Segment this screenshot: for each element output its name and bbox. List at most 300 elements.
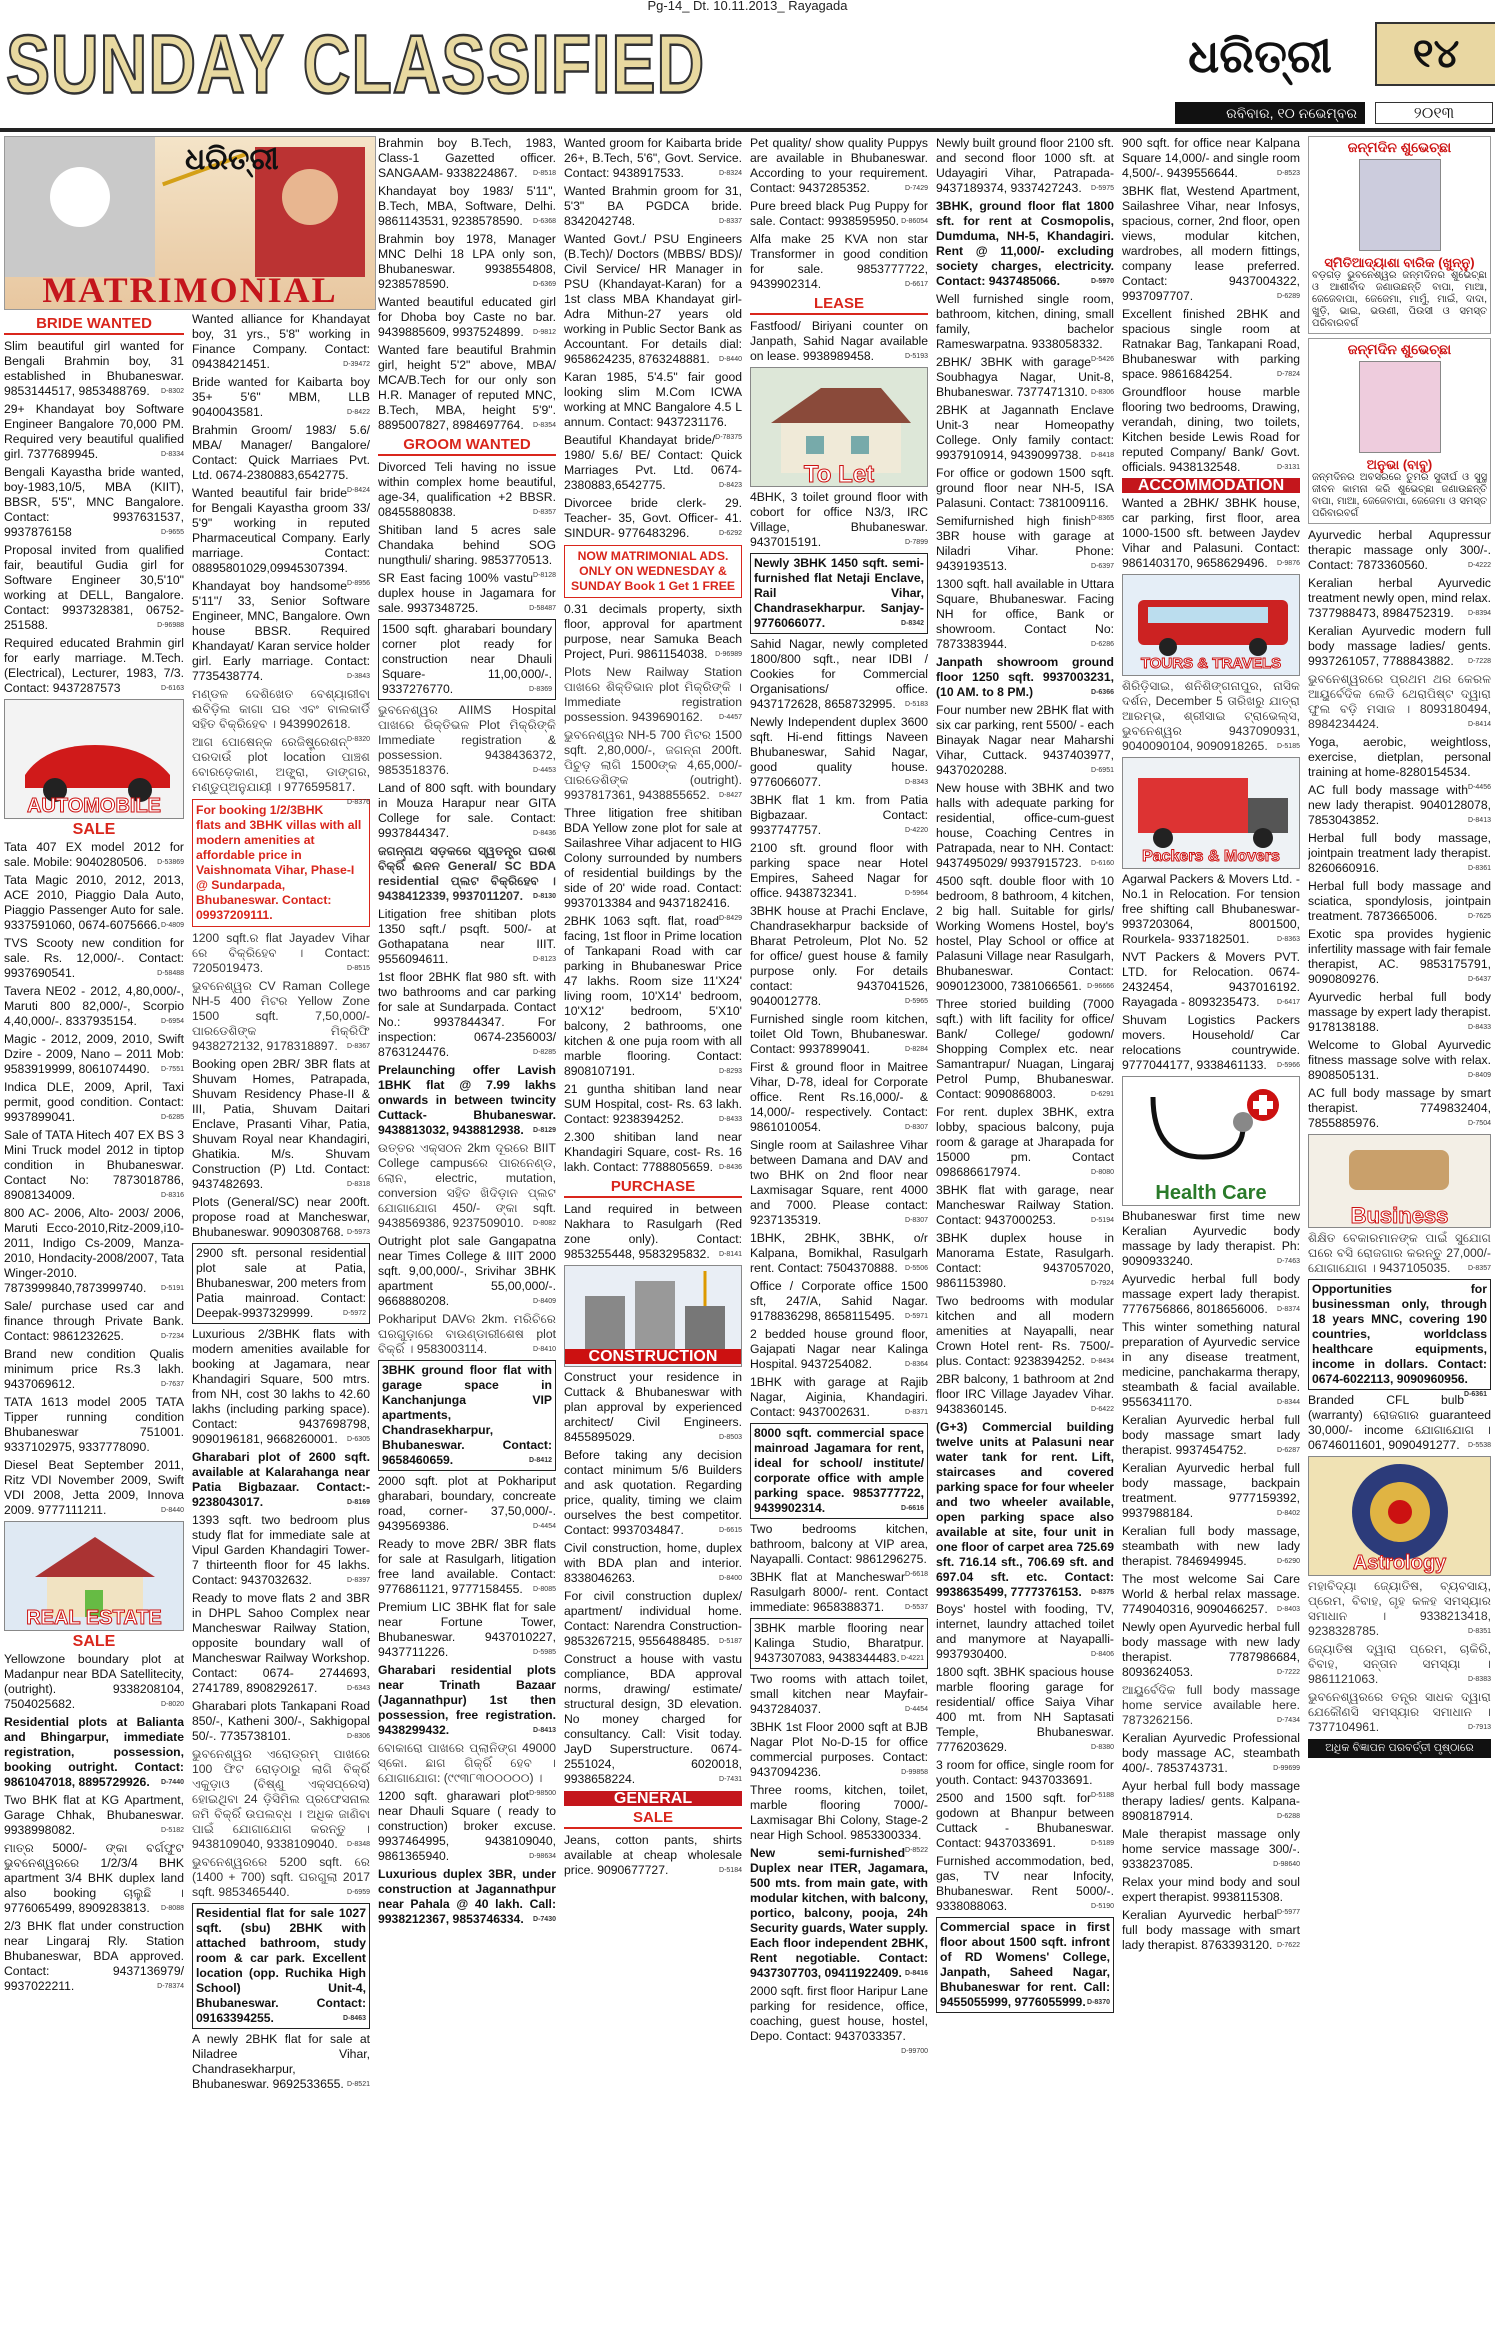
classified-ad: [4, 543, 184, 633]
classified-ad: [192, 979, 370, 1054]
classified-ad: [378, 1312, 556, 1357]
classified-ad: [564, 1448, 742, 1538]
classified-ad: [750, 319, 928, 364]
ad-code: D-4809: [161, 922, 184, 929]
ad-text: 1BHK, 2BHK, 3BHK, o/r Kalpana, Bomikhal, Rasulgarh rent. Contact: 7504370888.: [750, 1231, 928, 1275]
ad-text: 2BHK 1063 sqft. flat, road facing, 1st floor in Prime location of Tankapani Road with car parking in Bhubaneswar Price 47 lakhs. Room size 11'X24' living room, 10'X14' bedroom, 10'X12' bedroom, 5'X10' balcony, 2 bathrooms, one kitchen & one puja room with all marble flooring. Contact: 8908107191.: [564, 914, 742, 1078]
classified-ad: [750, 1720, 928, 1780]
ad-code: D-9876: [1277, 560, 1300, 567]
classified-ad: [564, 136, 742, 181]
ad-text: ମାତ୍ର 5000/- ଙ୍କା ବର୍ଗଫୁଟ ଭୁବନେଶ୍ୱରରେ 1/2/3/4 BHK apartment 3/4 BHK duplex land also booking ଚାଲୁଛି । 9776065499, 8909283813.: [4, 1841, 184, 1915]
ad-code: D-8306: [1091, 389, 1114, 396]
ad-list: [936, 136, 1114, 1417]
classified-ad: [192, 1327, 370, 1447]
birthday-photo: [1359, 159, 1441, 251]
ad-code: D-4454: [905, 1706, 928, 1713]
ad-code: D-8351: [1468, 1628, 1491, 1635]
ad-code: D-8394: [1468, 610, 1491, 617]
column-6: [936, 136, 1114, 2330]
astrology-image: [1308, 1456, 1491, 1576]
classified-ad: [4, 1458, 184, 1518]
ad-text: Shitiban land 5 acres sale Chandaka behind SOG nungthuli/ sharing. 9853770513.: [378, 523, 556, 567]
classified-ad: [4, 1841, 184, 1916]
box-text: 8000 sqft. commercial space mainroad Jagamara for rent, ideal for school/ institute/ corporate office with ample parking space. 9853777722, 9439902314.: [754, 1426, 924, 1515]
ad-text: Janpath showroom ground floor 1250 sqft. 9937003231, (10 AM. to 8 PM.): [936, 655, 1114, 699]
classified-ad: [4, 1715, 184, 1790]
ad-text: 3BHK house at Prachi Enclave, Chandrasekharpur backside of Bharat Petroleum, Plot No. 52 for office/ guest house & family purpose only. For details contact: 9437041526, 9040012778.: [750, 904, 928, 1008]
ad-text: ଭୁବନେଶ୍ୱର ଏରୋଡ୍ରମ୍ ପାଖରେ 100 ଫିଟ ରୋଡ଼ଠାରୁ ଲାଗି ବିକ୍ରିଁ ଏକୁଡ଼ାଓ (ବିଷ୍ଣୁ ଏକ୍ସପ୍ରେସ) ହୋଇଥିବା 24 ଡ଼ିସିମିଲ ପ୍ରଫେସନାଲ ଜମି ବିକ୍ରିଁ ଉପଲବ୍ଧ । ଅଧିକ ଜାଣିବା ପାଇଁ ଯୋଗାଯୋଗ କରନ୍ତୁ । 9438109040, 9338109040.: [192, 1747, 370, 1851]
ad-code: D-6287: [1277, 1447, 1300, 1454]
ad-code: D-7228: [1468, 658, 1491, 665]
section-title: SUNDAY CLASSIFIED: [6, 17, 706, 110]
classified-ad: [192, 375, 370, 420]
classified-ad: [750, 1522, 928, 1578]
ad-list: [750, 1522, 928, 1615]
ad-code: D-8357: [533, 509, 556, 516]
jagamara-commercial-box: [750, 1423, 928, 1519]
ad-code: D-8354: [533, 422, 556, 429]
ad-text: Luxurious 2/3BHK flats with modern amenities available for booking at Jagamara, near Khandagiri Square, 500 mtrs. from NH, cost 30 lakhs to 42.60 lakhs (including parking space). Contact: 9437698798, 9090196181, 9668260001.: [192, 1327, 370, 1446]
column-2: [192, 312, 370, 2330]
ad-text: Tata 407 EX model 2012 for sale. Mobile: 9040280506.: [4, 840, 184, 869]
ad-code: D-8348: [347, 1841, 370, 1848]
classified-ad: [1122, 307, 1300, 382]
ad-text: ମଣ୍ଡଳ ଦେଶିଖେତ ବେଶ୍ୟାରୀବା ଈବିଡ଼ିଲ କାଗା ଘର ଏବଂ ବାଲକାର୍ଡି ସହିତ ବିକ୍ରିହେବ । 9439902618.: [192, 687, 370, 731]
business-image: [1308, 1134, 1491, 1228]
ad-text: Tavera NE02 - 2012, 4,80,000/-, Maruti 800 82,000/-, Scorpio 4,40,000/-. 8337935154.: [4, 984, 184, 1028]
ad-code: D-8129: [533, 1127, 556, 1134]
ad-code: D-5426: [1091, 356, 1114, 363]
classified-ad: [1308, 576, 1491, 621]
ad-text: The most welcome Sai Care World & herbal relax massage. 7749040316, 9090466257.: [1122, 1572, 1300, 1616]
classified-ad: [1308, 1579, 1491, 1639]
ad-text: Gharabari residential plots near Trinath Bazaar (Jagannathpur) 1st then possession, free registration. 9438299432.: [378, 1663, 556, 1737]
ad-code: D-6954: [161, 1018, 184, 1025]
ad-code: D-6417: [1277, 999, 1300, 1006]
classified-ad: [1122, 1908, 1300, 1953]
classified-ad: [936, 292, 1114, 363]
ad-code: D-5188: [1091, 1792, 1114, 1799]
ad-code: D-8307: [905, 1124, 928, 1131]
ad-text: Male therapist massage only home service massage 300/-. 9338237085.: [1122, 1827, 1300, 1871]
ad-text: Boys' hostel with fooding, TV, internet, laundry attached toilet and manymore at Nayapalli- 9937930400.: [936, 1602, 1114, 1661]
classified-ad: [750, 841, 928, 901]
ad-text: Ayurvedic herbal Aqupressur therapic massage only 300/-. Contact: 7873360560.: [1308, 528, 1491, 572]
classified-ad: [750, 1138, 928, 1228]
classified-ad: [378, 844, 556, 904]
ad-code: D-4453: [533, 767, 556, 774]
classified-ad: [750, 715, 928, 790]
ad-list: [1308, 528, 1491, 1131]
box-text: 3BHK marble flooring near Kalinga Studio, Bharatpur. 9437307083, 9438344483.: [754, 1621, 924, 1665]
ad-text: Alfa make 25 KVA non star Transformer in good condition for sale. 9853777722, 9439902314.: [750, 232, 928, 291]
ad-code: D-4221: [901, 1655, 924, 1662]
ad-code: D-5970: [1091, 278, 1114, 285]
ad-code: D-8424: [347, 487, 370, 494]
ad-code: D-4454: [533, 1523, 556, 1530]
classified-ad: [1308, 1038, 1491, 1083]
classified-ad: [750, 793, 928, 838]
ad-text: Herbal full body massage, jointpain treatment lady therapist. 8260660916.: [1308, 831, 1491, 875]
ad-code: D-7440: [161, 1779, 184, 1786]
ad-list: [564, 136, 742, 541]
ad-code: D-8523: [1277, 170, 1300, 177]
ad-text: Keralian herbal Ayurvedic treatment newly open, mind relax. 7377988473, 8984752319.: [1308, 576, 1491, 620]
classified-ad: [4, 339, 184, 399]
classified-ad: [378, 184, 556, 229]
classified-ad: [378, 703, 556, 778]
classified-ad: [378, 1234, 556, 1309]
ad-text: Before taking any decision contact minimum 5/6 Builders and ask quotation. Regarding price, quality, timing we claim ourselves the best competitor. Contact: 9937034847.: [564, 1448, 742, 1537]
ad-code: D-8367: [347, 1043, 370, 1050]
classified-ad: [564, 1833, 742, 1878]
ad-text: Yoga, aerobic, weightloss, exercise, dietplan, personal training at home-8280154534.: [1308, 735, 1491, 779]
ad-code: D-8361: [1468, 865, 1491, 872]
ad-code: D-8436: [719, 1164, 742, 1171]
ad-code: D-8413: [533, 1727, 556, 1734]
classified-ad: [936, 1791, 1114, 1851]
classified-ad: [750, 1375, 928, 1420]
ad-text: Khandayat boy handsome 5'11''/ 33, Senior Software Engineer, MNC, Bangalore. Own house BBSR. Required Khandayat/ Karan service holder girl. Early marriage. Contact: 7735438774.: [192, 579, 370, 683]
to-let-label: To Let: [803, 461, 875, 487]
classified-ad: [378, 295, 556, 340]
general-sale-heading: SALE: [564, 1809, 742, 1829]
column-1: [4, 312, 184, 2330]
classified-ad: [378, 523, 556, 579]
ad-text: Excellent finished 2BHK and spacious single room at Ratnakar Bag, Tankapani Road, Bhubaneswar with parking space. 9861684254.: [1122, 307, 1300, 381]
classified-ad: [936, 874, 1114, 994]
classified-ad: [4, 873, 184, 933]
classified-ad: [564, 665, 742, 725]
ad-text: Two rooms with attach toilet, small kitchen near Mayfair- 9437284037.: [750, 1672, 928, 1716]
ad-text: Keralian Ayurvedic modern full body massage ladies/ gents. 9937261057, 7788843882.: [1308, 624, 1491, 668]
classified-ad: [564, 1541, 742, 1586]
ad-text: (G+3) Commercial building twelve units at Palasuni near water tank for rent. Lift, staircases and covered parking space for four wheeler and two wheeler available, open parking space also available at site, four unit in one floor of carpet area 725.69 sft. 716.14 sft., 706.69 sft. and 697.04 sft. etc. Contact: 9938635499, 7777376153.: [936, 1420, 1114, 1599]
ad-text: Wanted beautiful educated girl for Dhoba boy Caste no bar. 9439885609, 9937524899.: [378, 295, 556, 339]
classified-ad: [936, 1231, 1114, 1291]
ad-text: Ayurvedic herbal full body massage by expert lady therapist. 9178138188.: [1308, 990, 1491, 1034]
ad-code: D-7434: [1277, 1717, 1300, 1724]
ad-text: 29+ Khandayat boy Software Engineer Bangalore 70,000 PM. Required very beautiful qualified girl. 7377689945.: [4, 402, 184, 461]
ad-code: D-8956: [347, 580, 370, 587]
ad-code: D-58487: [529, 605, 556, 612]
ad-text: Keralian Ayurvedic herbal full body massage smart lady therapist. 9937454752.: [1122, 1413, 1300, 1457]
purchase-heading: PURCHASE: [564, 1178, 742, 1198]
ad-code: D-7622: [1277, 1942, 1300, 1949]
ad-text: ବୋକାରୋ ପାଖରେ ପ୍ଲାନିଙ୍ଗ 49000 ସ୍କୋ. ଛାଗ ଗିକ୍ରିଁ ହେବ । ଯୋଗାଯୋଗ: (୯୯୩୮୩୦୦୦୦୦) ।: [378, 1741, 556, 1785]
classified-ad: [378, 571, 556, 616]
ad-text: Luxurious duplex 3BR, under construction at Jagannathpur near Pahala @ 40 lakh. Call: 9938212367, 9853746334.: [378, 1867, 556, 1926]
ad-text: 2000 sqft. first floor Haripur Lane parking for residence, office, coaching, guest house, hostel, Depo. Contact: 9437033357.: [750, 1984, 928, 2043]
ad-text: Required educated Brahmin girl for early marriage. M.Tech. (Electrical), Lecturer, 1983, 7/3. Contact: 9437287573: [4, 636, 184, 695]
ad-text: Prelaunching offer Lavish 1BHK flat @ 7.99 lakhs onwards in between twincity Cuttack- Bhubaneswar. 9438813032, 9438812938.: [378, 1063, 556, 1137]
ad-text: AC full body massage with new lady therapist. 9040128078, 7853043852.: [1308, 783, 1491, 827]
ad-code: D-8410: [533, 1346, 556, 1353]
ad-code: D-8306: [347, 1733, 370, 1740]
ad-code: D-8302: [161, 388, 184, 395]
classified-ad: [378, 1474, 556, 1534]
lease-heading: LEASE: [750, 295, 928, 315]
ad-text: For civil construction duplex/ apartment/ individual home. Contact: Narendra Construction- 9853267215, 9556488485.: [564, 1589, 742, 1648]
classified-ad: [1122, 1875, 1300, 1916]
dhauli-plot-box: [378, 619, 556, 700]
ad-text: 3BHK 1st Floor 2000 sqft at BJB Nagar Plot No-D-15 for office commercial purposes. Contact: 9437094236.: [750, 1720, 928, 1779]
ad-text: Office / Corporate office 1500 sft, 247/A, Sahid Nagar. 9178836298, 8658115495.: [750, 1279, 928, 1323]
ad-list: [192, 1327, 370, 1900]
ad-code: D-4456: [1468, 784, 1491, 791]
ad-text: Agarwal Packers & Movers Ltd. - No.1 in Relocation. For tension free shifting call Bhubaneswar- 9937203064, 8001500, Rourkela- 9337182501.: [1122, 872, 1300, 946]
classified-ad: [1308, 879, 1491, 924]
ad-code: D-8409: [1468, 1072, 1491, 1079]
ad-text: Wanted alliance for Khandayat boy, 31 yrs., 5'8" working in Finance Company. Contact: 09438421451.: [192, 312, 370, 371]
ad-code: D-8412: [529, 1457, 552, 1464]
ad-list: [192, 312, 370, 806]
ad-code: D-53869: [157, 859, 184, 866]
ad-code: D-8422: [347, 409, 370, 416]
ad-text: Wanted groom for Kaibarta bride 26+, B.Tech, 5'6", Govt. Service. Contact: 9438917533.: [564, 136, 742, 180]
classified-ad: [936, 1105, 1114, 1180]
ad-text: Pure breed black Pug Puppy for sale. Contact: 9938595950.: [750, 199, 928, 228]
ad-code: D-8324: [719, 170, 742, 177]
classified-ad: [1308, 927, 1491, 987]
ad-text: Fastfood/ Biriyani counter on Janpath, Sahid Nagar available on lease. 9938989458.: [750, 319, 928, 363]
ad-text: 2BHK/ 3BHK with garage Soubhagya Nagar, Unit-8, Bhubaneswar. 7377471310.: [936, 355, 1114, 399]
ad-text: TATA 1613 model 2005 TATA Tipper running condition Bhubaneswar 751001. 9337102975, 9337778090.: [4, 1395, 184, 1454]
classified-ad: [1122, 1413, 1300, 1458]
classified-ad: [750, 1570, 928, 1615]
classified-ad: [192, 423, 370, 494]
opportunities-box: [1308, 1279, 1491, 1398]
classified-ad: [750, 1984, 928, 2055]
ad-text: Newly built ground floor 2100 sft. and second floor 1000 sft. at Udayagiri Vihar, Patrapada- 9437189374, 9337427243.: [936, 136, 1114, 195]
ad-code: D-5191: [161, 1285, 184, 1292]
ad-text: SR East facing 100% vastu duplex house in Jagamara for sale. 9937348725.: [378, 571, 556, 615]
ad-text: ଭୁବନେଶ୍ୱରରେ ପ୍ରଥମ ଥର କେରଳ ଆୟୁର୍ବେଦିକ ଲେଡି ଥେରାପିଷ୍ଟ ଦ୍ୱାରା ଫୁଲ ବଡ଼ି ମସାଜ । 8093180494, 8984234424.: [1308, 672, 1491, 731]
ad-list: [4, 1652, 184, 1994]
classified-ad: [1122, 1731, 1300, 1776]
ad-code: D-8364: [905, 1361, 928, 1368]
ad-text: Tata Magic 2010, 2012, 2013, ACE 2010, Piaggio Dala Auto, Piaggio Passenger Auto for sale. 9337591060, 0674-6075666.: [4, 873, 184, 932]
classified-ad: [936, 1758, 1114, 1799]
classified-ad: [378, 1867, 556, 1927]
ad-text: ଆୟୁର୍ବେଦିକ full body massage home service available here. 7873262156.: [1122, 1683, 1300, 1727]
classified-ad: [4, 1032, 184, 1077]
ad-code: D-8080: [1091, 1169, 1114, 1176]
classified-ad: [1308, 735, 1491, 791]
box-text: 2900 sft. personal residential plot sale at Patia, Bhubaneswar, 200 meters from Patia mainroad. Contact: Deepak-9937329999.: [196, 1246, 366, 1320]
classified-ad: [1308, 783, 1491, 828]
classified-ad: [564, 1589, 742, 1649]
classified-ad: [1122, 1779, 1300, 1824]
ad-code: D-8363: [1277, 936, 1300, 943]
ad-text: For office or godown 1500 sqft. ground floor near NH-5, ISA Palasuni. Contact: 7381009116.: [936, 466, 1114, 510]
classified-ad: [1122, 385, 1300, 475]
real-estate-sale-heading: SALE: [72, 1633, 116, 1650]
ad-text: Residential plots at Balianta and Bhingarpur, immediate registration, possession, booking outright. Contact: 9861047018, 8895729926.: [4, 1715, 184, 1789]
ad-text: Four number new 2BHK flat with six car parking, rent 5500/ - each Binayak Nagar near Maharshi Vihar, Cuttack. 9437403977, 9437020288.: [936, 703, 1114, 777]
ad-code: D-5975: [1091, 185, 1114, 192]
classified-ad: [4, 402, 184, 462]
ad-code: D-7625: [1468, 913, 1491, 920]
classified-ad: [1122, 1320, 1300, 1410]
classified-ad: [936, 1602, 1114, 1662]
classified-ad: [1122, 1524, 1300, 1569]
ad-text: Outright plot sale Gangapatna near Times College & IIIT 2000 sqft. 9,00,000/-, Srivihar 3BHK apartment 55,00,000/-. 9668880208.: [378, 1234, 556, 1308]
automobile-label: AUTOMOBILE: [26, 795, 162, 817]
classified-ad: [1308, 1393, 1491, 1453]
ad-code: D-7924: [1091, 1280, 1114, 1287]
ad-code: D-5971: [905, 1313, 928, 1320]
classified-ad: [1122, 950, 1300, 1010]
ad-code: D-8518: [533, 170, 556, 177]
ad-text: Brahmin boy 1978, Manager MNC Delhi 18 LPA only son, Bhubaneswar. 9938554808, 9238578590.: [378, 232, 556, 291]
ad-code: D-6617: [905, 281, 928, 288]
ad-text: 900 sqft. for office near Kalpana Square 14,000/- and single room 4,500/-. 9439556644.: [1122, 136, 1300, 180]
ad-list: [378, 136, 556, 433]
ad-code: D-8522: [905, 1847, 928, 1854]
ad-code: D-5966: [1277, 1062, 1300, 1069]
ad-text: ଜଗନ୍ନାଥ ସଡ଼କରେ ସ୍ୱତନ୍ତ୍ର ଘରଶ ବିକ୍ରିଁ ଈନନ General/ SC BDA residential ପ୍ଲଟ ବିକ୍ରିହେବ । 9438412339, 9937011207.: [378, 844, 556, 903]
ad-text: Pet quality/ show quality Puppys are available in Bhubaneswar. According to your requirement. Contact: 9437285352.: [750, 136, 928, 195]
ad-list: [750, 637, 928, 1420]
ad-text: 0.31 decimals property, sixth floor, approval for apartment purpose, near Samuka Beach Project, Puri. 9861154038.: [564, 602, 742, 661]
ad-code: D-6616: [901, 1505, 924, 1512]
ad-text: ଭୁବନେଶ୍ୱର CV Raman College NH-5 400 ମିଟର Yellow Zone 1500 sqft. 7,50,000/- ପାରଡେଶିଙ୍କ ମିକ୍ରିଫି 9438272132, 9178318897.: [192, 979, 370, 1053]
ad-text: Single room at Sailashree Vihar between Damana and DAV and two BHK on 2nd floor near Laxmisagar Square, rent 4000 and 7000. Please contact: 9237135319.: [750, 1138, 928, 1227]
classified-ad: [192, 687, 370, 743]
classified-ad: [4, 1395, 184, 1455]
classified-ad: [1308, 1231, 1491, 1276]
ad-code: D-7222: [1277, 1669, 1300, 1676]
classified-ad: [1308, 528, 1491, 573]
tours-label: TOURS & TRAVELS: [1140, 655, 1282, 672]
classified-ad: [936, 655, 1114, 700]
vaishnomata-ad: For booking 1/2/3BHK flats and 3BHK villas with all modern amenities at affordable price in Vaishnomata Vihar, Phase-I @ Sundarpada, Bhubaneswar. Contact: 09937209111.: [192, 799, 370, 927]
ad-text: Construct a house with vastu compliance, BDA approval norms, drawing/ estimate/ structural design, 3D elevation. No money charged for consultancy. Call: Visit today. JayD Superstructure. 0674-2551024, 6020018, 9938658224.: [564, 1652, 742, 1786]
classified-ad: [936, 355, 1114, 400]
ad-text: Karan 1985, 5'4.5" fair good looking slim M.Com ICWA working at MNC Bangalore 4.5 L annum. Contact: 9437231176.: [564, 370, 742, 429]
ad-code: D-6951: [1091, 767, 1114, 774]
birthday-text: ବଡ଼ଗଡ଼ ଭୁବନେଶ୍ୱର ଜନ୍ମଦିନର ଶୁଭେଚ୍ଛା ଓ ଆଶୀର୍ବାଦ ଜଣାଉଛନ୍ତି ବାପା, ମାଆ, ଜେଜେବାପା, ଜେଜେମା, ମାମୁଁ, ମାଇଁ, ଦାଦା, ଖୁଡ଼ି, ଭାଇ, ଭଉଣୀ, ପିଉସୀ ଓ ସମସ୍ତ ପରିବାରବର୍ଗ: [1312, 270, 1487, 329]
ad-list: [1122, 496, 1300, 571]
ad-text: Keralian full body massage, steambath with new lady therapist. 7846949945.: [1122, 1524, 1300, 1568]
ad-code: D-8128: [533, 572, 556, 579]
patia-plot-box: [192, 1243, 370, 1324]
ad-text: Relax your mind body and soul expert therapist. 9938115308.: [1122, 1875, 1300, 1904]
ad-code: D-8429: [719, 915, 742, 922]
classified-ad: [1308, 831, 1491, 876]
ad-text: NVT Packers & Movers PVT. LTD. for Relocation. 0674-2432454, 9437016192. Rayagada - 8093235473.: [1122, 950, 1300, 1009]
ad-text: Groundfloor house marble flooring two bedrooms, Drawing, verandah, dining, two toilets, Kitchen beside Lewis Road for reputed Company/ Bank/ Govt. officials. 9438132548.: [1122, 385, 1300, 474]
ad-text: Newly Independent duplex 3600 sqft. Hi-end fittings Naveen Bhubaneswar, Sahid Nagar, good quality house. 9776066077.: [750, 715, 928, 789]
ad-code: D-8423: [719, 482, 742, 489]
ad-text: Ready to move 2BR/ 3BR flats for sale at Rasulgarh, litigation free land available. Contact: 9776861121, 9777158455.: [378, 1537, 556, 1596]
ad-text: Gharabari plots Tankapani Road 850/-, Katheni 300/-, Sakhigopal 50/-. 7735738101.: [192, 1699, 370, 1743]
ad-text: Brahmin boy B.Tech, 1983, Class-1 Gazetted officer. SANGAAM- 9338224867.: [378, 136, 556, 180]
classified-ad: [936, 703, 1114, 778]
tours-image: [1122, 574, 1300, 676]
ad-code: D-6422: [1091, 1406, 1114, 1413]
ad-code: D-8141: [719, 1251, 742, 1258]
ad-text: Newly open Ayurvedic herbal full body massage with new lady therapist. 7787986684, 8093624053.: [1122, 1620, 1300, 1679]
ad-code: D-8463: [343, 2015, 366, 2022]
ad-text: Furnished single room kitchen, toilet Old Town, Bhubaneswar. Contact: 9937899041.: [750, 1012, 928, 1056]
ad-text: ଜ୍ୟୋତିଷ ଦ୍ୱାରା ପ୍ରେମ, ଚାକିରି, ବିବାହ, ସନ୍ତାନ ସମସ୍ୟା । 9861121063.: [1308, 1642, 1491, 1686]
newspaper-logo: ଧରିତ୍ରୀ: [1188, 30, 1332, 82]
ad-list: [1122, 679, 1300, 754]
ad-list: [1122, 1209, 1300, 1953]
ad-text: ଶିକ୍ଷିତ ବେକାରମାନଙ୍କ ପାଇଁ ସୁଯୋଗ ଘରେ ବସି ରୋଜଗାର କରନ୍ତୁ 27,000/- ଯୋଗାଯୋଗ । 9437105035.: [1308, 1231, 1491, 1275]
ad-code: D-6615: [719, 1527, 742, 1534]
matrimonial-title: MATRIMONIAL: [42, 270, 338, 310]
ad-code: D-8342: [901, 620, 924, 627]
ad-list: [378, 1474, 556, 1927]
ad-code: D-8427: [719, 792, 742, 799]
palasuni-commercial-ad: [936, 1420, 1114, 1600]
column-4: [564, 136, 742, 2330]
ad-code: D-96989: [715, 651, 742, 658]
classified-ad: [378, 1063, 556, 1138]
health-care-label: Health Care: [1155, 1182, 1267, 1204]
classified-ad: [564, 232, 742, 367]
ad-code: D-8374: [1277, 1306, 1300, 1313]
classified-ad: [750, 136, 928, 196]
classified-ad: [4, 465, 184, 540]
classified-ad: [750, 1012, 928, 1057]
classified-ad: [192, 1747, 370, 1852]
ad-text: Welcome to Global Ayurvedic fitness massage solve with relax. 8908505131.: [1308, 1038, 1491, 1082]
ad-text: ଭୁବନେଶ୍ୱର AIIMS Hospital ପାଖରେ ରିକ୍ତିଭଳ Plot ମିକ୍ରିଙ୍କି Immediate registration & possession. 9438436372, 9853518376.: [378, 703, 556, 777]
ad-text: Wanted beautiful fair bride for Bengali Kayastha groom 33/ 5'9" working in reputed Pharmaceutical Company. Early marriage. Contact: 08895801029,09945307394.: [192, 486, 370, 575]
classified-ad: [1122, 1620, 1300, 1680]
ad-text: Ready to move flats 2 and 3BR in DHPL Sahoo Complex near Mancheswar Railway Station, opposite boundary wall of Mancheswar Railway Workshop. Contact: 0674- 2744693, 2741789, 8908292617.: [192, 1591, 370, 1695]
issue-year: ୨୦୧୩: [1375, 102, 1493, 124]
ad-code: D-8380: [1091, 1744, 1114, 1751]
ad-code: D-8365: [1091, 515, 1114, 522]
ad-code: D-5189: [1091, 1840, 1114, 1847]
ad-text: 2.300 shitiban land near Khandagiri Square, cost- Rs. 16 lakh. Contact: 7788805659.: [564, 1130, 742, 1174]
classified-ad: [1308, 1086, 1491, 1131]
classified-ad: [936, 1294, 1114, 1369]
classified-ad: [564, 1130, 742, 1175]
classified-ad: [4, 1652, 184, 1712]
ad-code: D-8307: [905, 1217, 928, 1224]
ad-list: [564, 1370, 742, 1787]
kalinga-studio-box: [750, 1618, 928, 1669]
birthday-photo: [1359, 361, 1441, 453]
ad-text: New semi-furnished Duplex near ITER, Jagamara, 500 mts. from main gate, with modular kitchen, with balcony, portico, balcony, pooja, 24h Security guards, Water supply. Each floor independent 2BHK, Rent negotiable. Contact: 9437307703, 09411922409.: [750, 1846, 928, 1980]
continued-footer: ଅଧିକ ବିଜ୍ଞାପନ ପରବର୍ତ୍ତୀ ପୃଷ୍ଠାରେ: [1308, 1739, 1491, 1758]
ad-code: D-8370: [1087, 1999, 1110, 2006]
classified-ad: [750, 1783, 928, 1854]
classified-ad: [378, 136, 556, 181]
classified-ad: [750, 199, 928, 229]
classified-ad: [936, 199, 1114, 289]
ad-code: D-7234: [161, 1333, 184, 1340]
ad-text: Jeans, cotton pants, shirts available at cheap wholesale price. 9090677727.: [564, 1833, 742, 1877]
ad-code: D-78374: [157, 1983, 184, 1990]
classified-ad: [750, 1672, 928, 1717]
ad-code: D-6343: [347, 1685, 370, 1692]
ad-code: D-7504: [1468, 1120, 1491, 1127]
birthday-name: ଅନୁଭା (ବାବୁ): [1366, 457, 1433, 472]
ad-code: D-8434: [1091, 1358, 1114, 1365]
classified-ad: [936, 403, 1114, 463]
ad-text: Furnished accommodation, bed, gas, TV near Infocity, Bhubaneswar. Rent 5000/-. 9338088063.: [936, 1854, 1114, 1913]
classified-ad: [1122, 1209, 1300, 1269]
ad-list: [1308, 1231, 1491, 1276]
ad-text: 3BHK flat with garage, near Mancheswar Railway Station. Contact: 9437000253.: [936, 1183, 1114, 1227]
